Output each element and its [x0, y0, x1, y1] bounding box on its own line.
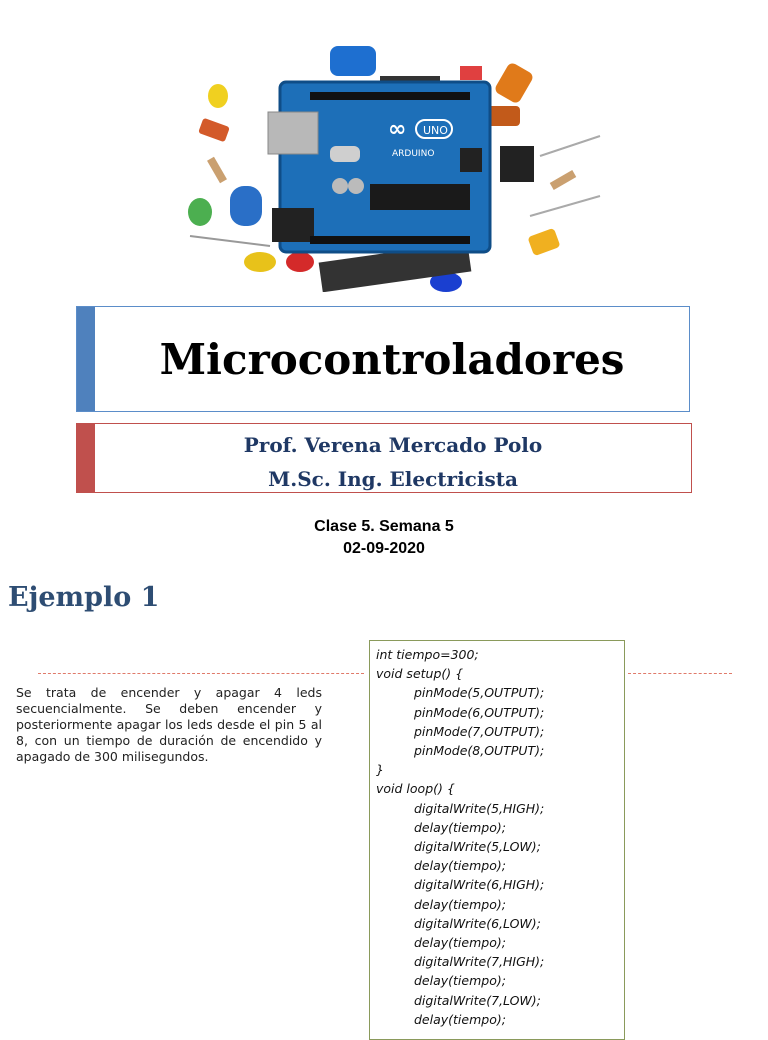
- code-line: delay(tiempo);: [414, 896, 506, 912]
- code-line: pinMode(7,OUTPUT);: [414, 723, 545, 739]
- author-degree: M.Sc. Ing. Electricista: [268, 467, 518, 491]
- divider-left: [38, 673, 364, 674]
- author-accent-bar: [77, 424, 95, 492]
- code-line: void setup() {: [376, 666, 464, 682]
- code-line: digitalWrite(5,HIGH);: [414, 800, 545, 816]
- code-line: digitalWrite(7,LOW);: [414, 992, 541, 1008]
- code-line: delay(tiempo);: [414, 1011, 506, 1027]
- code-line: digitalWrite(6,HIGH);: [414, 877, 545, 893]
- code-line: delay(tiempo);: [414, 935, 506, 951]
- code-line: digitalWrite(7,HIGH);: [414, 954, 545, 970]
- code-line: }: [376, 762, 384, 778]
- slide-title: Microcontroladores: [159, 334, 625, 384]
- code-line: delay(tiempo);: [414, 819, 506, 835]
- code-line: pinMode(5,OUTPUT);: [414, 685, 545, 701]
- class-info: [0, 516, 768, 560]
- example-heading: Ejemplo 1: [8, 582, 160, 613]
- svg-text:∞: ∞: [388, 117, 407, 142]
- code-line: pinMode(6,OUTPUT);: [414, 704, 545, 720]
- author-box: [76, 423, 692, 493]
- code-line: delay(tiempo);: [414, 973, 506, 989]
- code-block: [369, 640, 625, 1040]
- code-line: void loop() {: [376, 781, 455, 797]
- divider-right: [628, 673, 732, 674]
- svg-text:ARDUINO: ARDUINO: [392, 149, 435, 159]
- title-accent-bar: [77, 307, 95, 411]
- svg-text:UNO: UNO: [423, 124, 448, 137]
- arduino-hero-image: [160, 36, 608, 292]
- arduino-board: [268, 82, 490, 252]
- code-line: delay(tiempo);: [414, 858, 506, 874]
- author-name: Prof. Verena Mercado Polo: [243, 433, 543, 457]
- class-line: Clase 5. Semana 5: [314, 518, 454, 535]
- code-line: digitalWrite(5,LOW);: [414, 839, 541, 855]
- author-block: [95, 428, 691, 496]
- title-box: [76, 306, 690, 412]
- code-line: digitalWrite(6,LOW);: [414, 915, 541, 931]
- code-line: int tiempo=300;: [376, 647, 479, 662]
- example-description: Se trata de encender y apagar 4 leds secuencialmente. Se deben encender y posteriormente apagar los leds desde el pin 5 al 8, con un tiempo de duración de encendido y apagado de 300 milisegundos.: [16, 685, 322, 764]
- date-line: 02-09-2020: [343, 540, 425, 557]
- code-line: pinMode(8,OUTPUT);: [414, 743, 545, 759]
